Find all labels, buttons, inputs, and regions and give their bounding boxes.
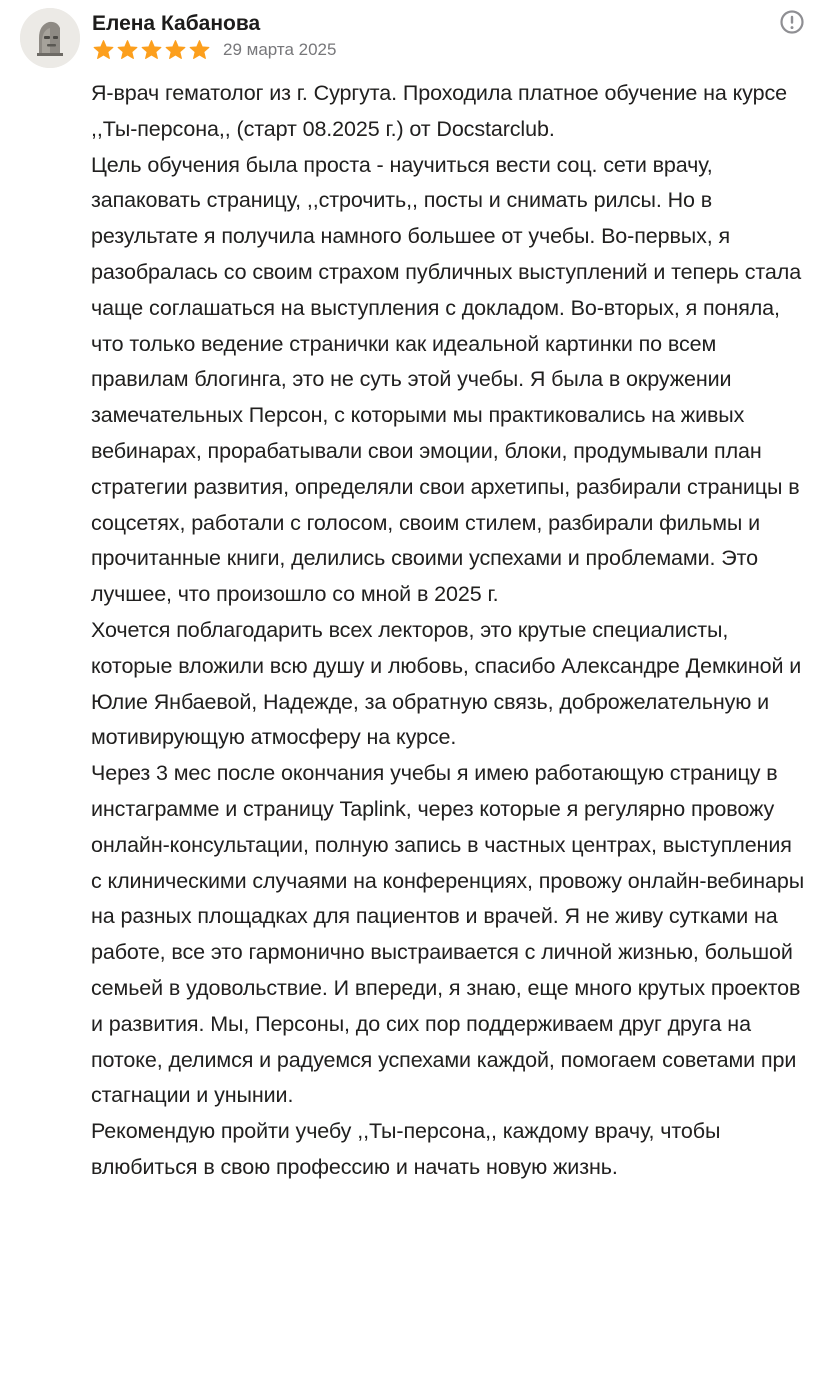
review-date: 29 марта 2025 bbox=[223, 40, 337, 59]
review-paragraph: Через 3 мес после окончания учебы я имею работающую страницу в инстаграмме и страницу Taplink, через которые я регулярно провожу онлайн-консультации, полную запись в частных центрах, выступления с клиническими случаями на конференциях, провожу онлайн-вебинары на разных площадках для пациентов и врачей. Я не живу сутками на работе, все это гармонично выстраивается с личной жизнью, большой семьей в удовольствие. И впереди, я знаю, еще много крутых проектов и развития. Мы, Персоны, до сих пор поддерживаем друг друга на потоке, делимся и радуемся успехами каждой, помогаем советами при стагнации и унынии. bbox=[91, 761, 805, 1108]
rating-row bbox=[92, 38, 336, 62]
star-icon bbox=[140, 39, 163, 61]
author-avatar[interactable] bbox=[20, 8, 80, 68]
report-button[interactable] bbox=[779, 9, 805, 35]
author-name[interactable]: Елена Кабанова bbox=[92, 12, 261, 35]
star-icon bbox=[164, 39, 187, 61]
star-rating bbox=[92, 39, 211, 61]
review-paragraph: Цель обучения была проста - научиться вести соц. сети врачу, запаковать страницу, ,,строчить,, посты и снимать рилсы. Но в результате я получила намного большее от учебы. Во-первых, я разобралась со своим страхом публичных выступлений и теперь стала чаще соглашаться на выступления с докладом. Во-вторых, я поняла, что только ведение странички как идеальной картинки по всем правилам блогинга, это не суть этой учебы. Я была в окружении замечательных Персон, с которыми мы практиковались на живых вебинарах, прорабатывали свои эмоции, блоки, продумывали план стратегии развития, определяли свои архетипы, разбирали страницы в соцсетях, работали с голосом, своим стилем, разбирали фильмы и прочитанные книги, делились своими успехами и проблемами. Это лучшее, что произошло со мной в 2025 г. bbox=[91, 152, 802, 607]
exclamation-circle-icon bbox=[779, 9, 805, 35]
stone-statue-avatar-icon bbox=[20, 8, 80, 68]
star-icon bbox=[92, 39, 115, 61]
star-icon bbox=[116, 39, 139, 61]
star-icon bbox=[188, 39, 211, 61]
review-paragraph: Хочется поблагодарить всех лекторов, это крутые специалисты, которые вложили всю душу и любовь, спасибо Александре Демкиной и Юлие Янбаевой, Надежде, за обратную связь, доброжелательную и мотивирующую атмосферу на курсе. bbox=[91, 617, 802, 750]
review-paragraph: Я-врач гематолог из г. Сургута. Проходила платное обучение на курсе ,,Ты-персона,, (старт 08.2025 г.) от Docstarclub. bbox=[91, 81, 787, 141]
review-text bbox=[91, 76, 807, 1186]
review-paragraph: Рекомендую пройти учебу ,,Ты-персона,, каждому врачу, чтобы влюбиться в свою профессию и начать новую жизнь. bbox=[91, 1119, 721, 1179]
